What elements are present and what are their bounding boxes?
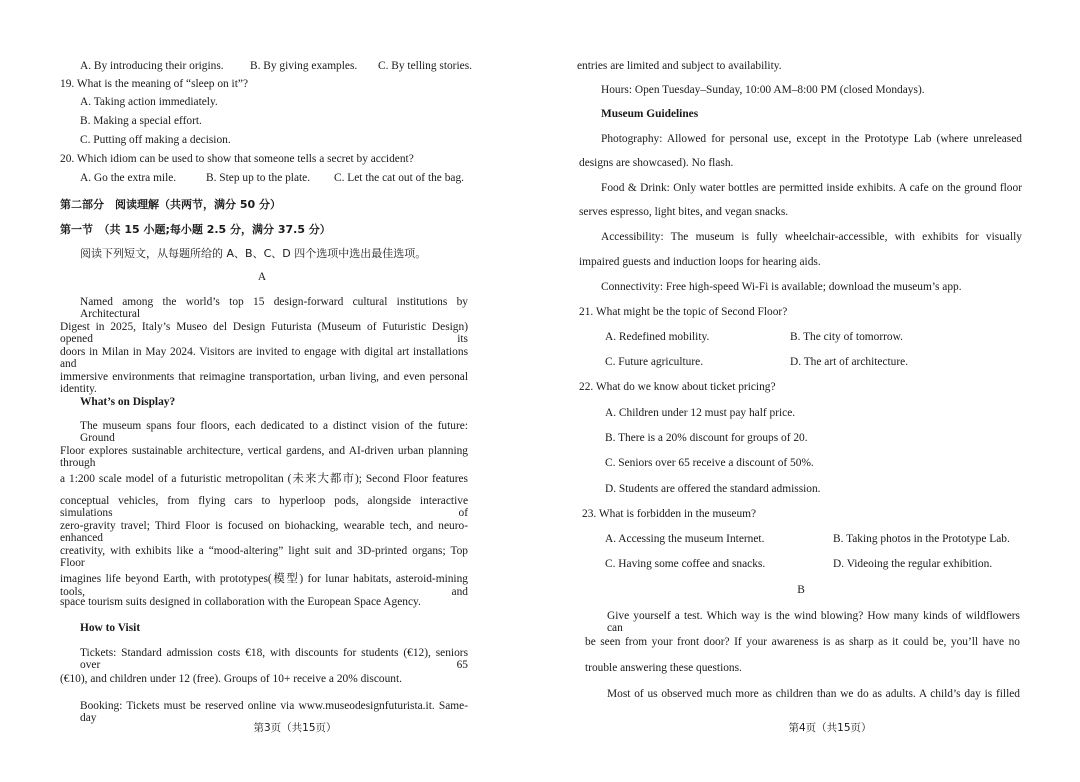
q22-option-c: C. Seniors over 65 receive a discount of 50%.	[605, 457, 814, 469]
passage-b-line-3: trouble answering these questions.	[585, 662, 742, 674]
q20-option-b: B. Step up to the plate.	[206, 172, 311, 184]
q21-question: 21. What might be the topic of Second Floor?	[579, 306, 788, 318]
booking-line: Booking: Tickets must be reserved online via www.museodesignfuturista.it. Same-day	[80, 700, 468, 724]
q22-question: 22. What do we know about ticket pricing?	[579, 381, 776, 393]
para2-line-5: zero-gravity travel; Third Floor is focused on biohacking, wearable tech, and neuro-enhanced	[60, 520, 468, 544]
para2-line-3: a 1:200 scale model of a futuristic metropolitan (未来大都市); Second Floor features	[60, 473, 468, 485]
q22-option-a: A. Children under 12 must pay half price.	[605, 407, 796, 419]
tickets-line-2: (€10), and children under 12 (free). Groups of 10+ receive a 20% discount.	[60, 673, 403, 685]
q21-option-c: C. Future agriculture.	[605, 356, 704, 368]
para2-line-1: The museum spans four floors, each dedicated to a distinct vision of the future: Ground	[80, 420, 468, 444]
q19-option-a: A. Taking action immediately.	[80, 96, 218, 108]
q18-option-c: C. By telling stories.	[378, 60, 472, 72]
photography-line-1: Photography: Allowed for personal use, except in the Prototype Lab (where unreleased	[601, 133, 1022, 145]
para2-line-6: creativity, with exhibits like a “mood-altering” light suit and 3D-printed organs; Top Floor	[60, 545, 468, 569]
q21-option-a: A. Redefined mobility.	[605, 331, 710, 343]
passage-b-line-4: Most of us observed much more as children than we do as adults. A child’s day is filled	[607, 688, 1020, 700]
page-footer-4: 第4页（共15页）	[788, 722, 872, 734]
para1-line-2: Digest in 2025, Italy’s Museo del Design Futurista (Museum of Futuristic Design) opened its	[60, 321, 468, 345]
connectivity-line: Connectivity: Free high-speed Wi-Fi is available; download the museum’s app.	[601, 281, 962, 293]
q22-option-b: B. There is a 20% discount for groups of 20.	[605, 432, 808, 444]
para2-line-2: Floor explores sustainable architecture, vertical gardens, and AI-driven urban planning through	[60, 445, 468, 469]
para2-line-4: conceptual vehicles, from flying cars to hyperloop pods, alongside interactive simulations of	[60, 495, 468, 519]
para1-line-3: doors in Milan in May 2024. Visitors are invited to engage with digital art installations and	[60, 346, 468, 370]
passage-b-line-1: Give yourself a test. Which way is the wind blowing? How many kinds of wildflowers can	[607, 610, 1020, 634]
food-line-1: Food & Drink: Only water bottles are permitted inside exhibits. A cafe on the ground floor	[601, 182, 1022, 194]
page-footer-3: 第3页（共15页）	[253, 722, 337, 734]
tickets-line-1: Tickets: Standard admission costs €18, with discounts for students (€12), seniors over 65	[80, 647, 468, 671]
photography-line-2: designs are showcased). No flash.	[579, 157, 734, 169]
q20-option-c: C. Let the cat out of the bag.	[334, 172, 465, 184]
hours-line: Hours: Open Tuesday–Sunday, 10:00 AM–8:00 PM (closed Mondays).	[601, 84, 925, 96]
q21-option-d: D. The art of architecture.	[790, 356, 909, 368]
q23-option-c: C. Having some coffee and snacks.	[605, 558, 766, 570]
food-line-2: serves espresso, light bites, and vegan snacks.	[579, 206, 789, 218]
q20-question: 20. Which idiom can be used to show that someone tells a secret by accident?	[60, 153, 414, 165]
q20-option-a: A. Go the extra mile.	[80, 172, 177, 184]
q18-option-b: B. By giving examples.	[250, 60, 358, 72]
para2-line-8: space tourism suits designed in collaboration with the European Space Agency.	[60, 596, 421, 608]
passage-a-letter: A	[257, 271, 267, 283]
part2-heading: 第二部分 阅读理解（共两节，满分 50 分）	[60, 198, 281, 211]
passage-b-letter: B	[797, 584, 805, 596]
para1-line-4: immersive environments that reimagine transportation, urban living, and even personal identity.	[60, 371, 468, 395]
q19-question: 19. What is the meaning of “sleep on it”?	[60, 78, 248, 90]
section1-heading: 第一节 （共 15 小题;每小题 2.5 分，满分 37.5 分）	[60, 223, 331, 236]
para2-line-7: imagines life beyond Earth, with prototypes(模型) for lunar habitats, asteroid-mining tools, and	[60, 573, 468, 598]
q22-option-d: D. Students are offered the standard admission.	[605, 483, 821, 495]
guidelines-heading: Museum Guidelines	[601, 108, 699, 120]
q18-option-a: A. By introducing their origins.	[80, 60, 224, 72]
how-to-visit-heading: How to Visit	[80, 622, 141, 634]
q23-option-b: B. Taking photos in the Prototype Lab.	[833, 533, 1010, 545]
q23-option-d: D. Videoing the regular exhibition.	[833, 558, 993, 570]
accessibility-line-1: Accessibility: The museum is fully wheelchair-accessible, with exhibits for visually	[601, 231, 1022, 243]
booking-continuation: entries are limited and subject to availability.	[577, 60, 782, 72]
whats-on-heading: What’s on Display?	[80, 396, 176, 408]
passage-b-line-2: be seen from your front door? If your awareness is as sharp as it could be, you’ll have no	[585, 636, 1020, 648]
q23-option-a: A. Accessing the museum Internet.	[605, 533, 765, 545]
q23-question: 23. What is forbidden in the museum?	[582, 508, 757, 520]
q19-option-b: B. Making a special effort.	[80, 115, 202, 127]
accessibility-line-2: impaired guests and induction loops for hearing aids.	[579, 256, 821, 268]
q21-option-b: B. The city of tomorrow.	[790, 331, 903, 343]
q19-option-c: C. Putting off making a decision.	[80, 134, 231, 146]
para1-line-1: Named among the world’s top 15 design-forward cultural institutions by Architectural	[80, 296, 468, 320]
instruction: 阅读下列短文，从每题所给的 A、B、C、D 四个选项中选出最佳选项。	[80, 247, 427, 260]
